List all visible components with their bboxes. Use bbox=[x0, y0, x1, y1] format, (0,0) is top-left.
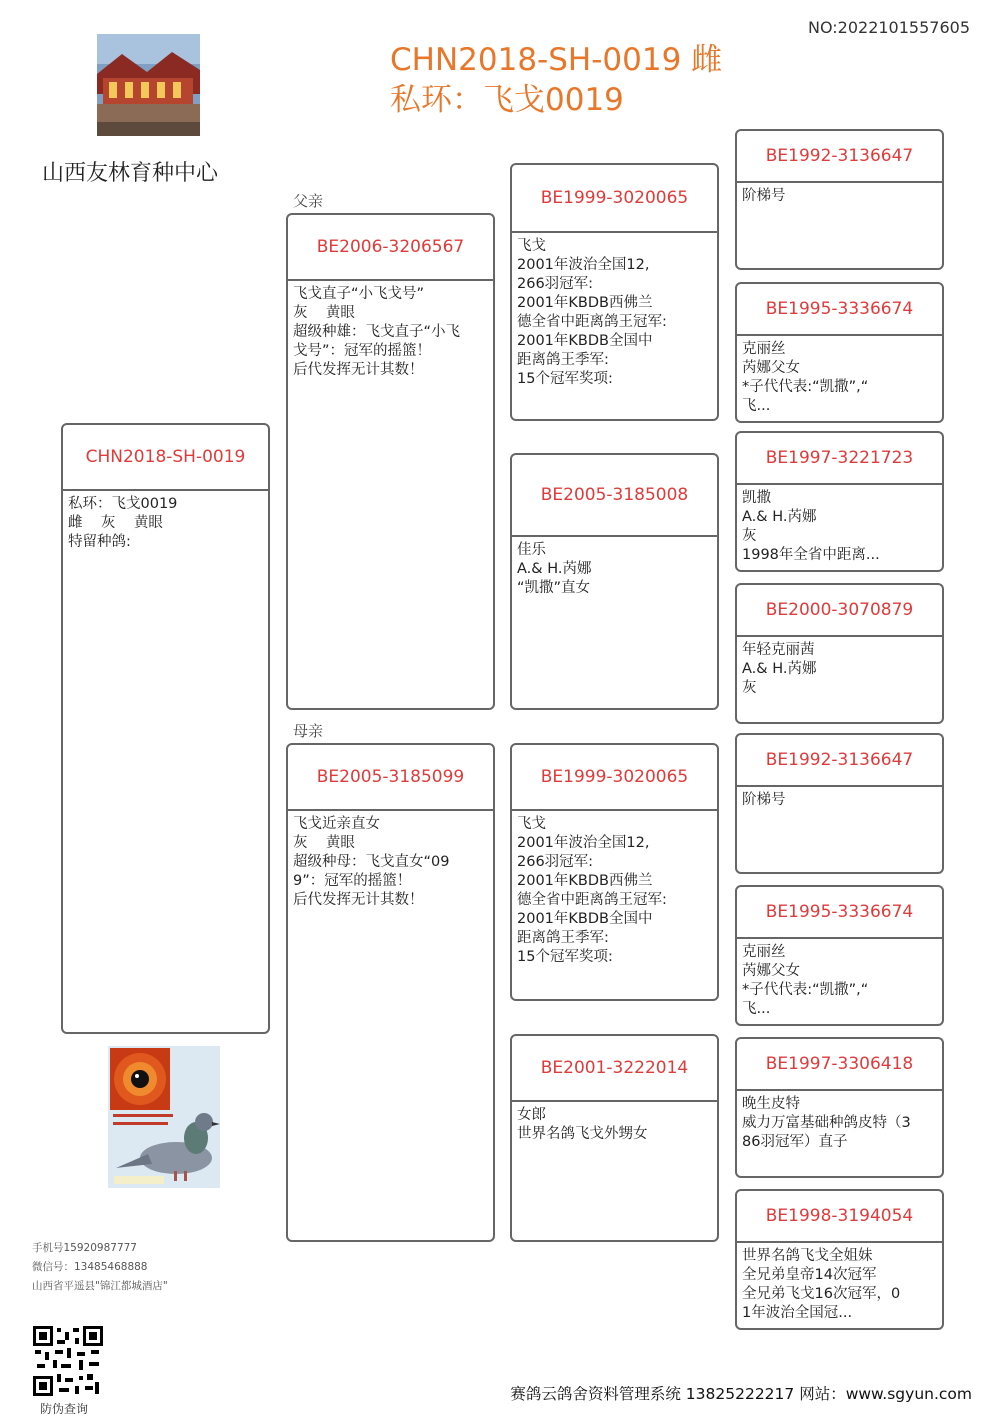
great-grandparent-ring: BE1992-3136647 bbox=[737, 735, 942, 787]
grandparent-info: 佳乐 A.& H.芮娜 “凯撒”直女 bbox=[517, 542, 592, 596]
grandparent-info: 女郎 世界名鸽飞戈外甥女 bbox=[517, 1107, 648, 1142]
great-grandparent-ring: BE1997-3221723 bbox=[737, 433, 942, 485]
grandparent-info: 飞戈 2001年波治全国12, 266羽冠军: 2001年KBDB西佛兰 德全省中距离鸽王冠军: 2001年KBDB全国中 距离鸽王季军: 15个冠军奖项: bbox=[517, 816, 667, 965]
subject-info: 私环：飞戈0019 雌 灰 黄眼 特留种鸽: bbox=[68, 496, 178, 550]
subject-card[interactable] bbox=[61, 423, 270, 1034]
great-grandparent-card[interactable] bbox=[735, 885, 944, 1026]
certificate-number: NO:2022101557605 bbox=[807, 18, 970, 37]
great-grandparent-card[interactable] bbox=[735, 733, 944, 874]
great-grandparent-card[interactable] bbox=[735, 1189, 944, 1330]
grandparent-card[interactable] bbox=[510, 163, 719, 421]
footer-text: 赛鸽云鸽舍资料管理系统 13825222217 网站：www.sgyun.com bbox=[510, 1385, 972, 1403]
great-grandparent-ring: BE1997-3306418 bbox=[737, 1039, 942, 1091]
grandparent-info: 飞戈 2001年波治全国12, 266羽冠军: 2001年KBDB西佛兰 德全省中距离鸽王冠军: 2001年KBDB全国中 距离鸽王季军: 15个冠军奖项: bbox=[517, 238, 667, 387]
contact-address: 山西省平遥县"锦江都城酒店" bbox=[32, 1280, 168, 1292]
father-info: 飞戈直子“小飞戈号” 灰 黄眼 超级种雄：飞戈直子“小飞 戈号”：冠军的摇篮！ 后代发挥无计其数！ bbox=[293, 286, 461, 378]
great-grandparent-ring: BE1995-3336674 bbox=[737, 284, 942, 336]
contact-wechat: 微信号：13485468888 bbox=[32, 1261, 148, 1273]
grandparent-ring: BE1999-3020065 bbox=[512, 165, 717, 233]
great-grandparent-card[interactable] bbox=[735, 129, 944, 270]
great-grandparent-card[interactable] bbox=[735, 1037, 944, 1178]
great-grandparent-info: 凯撒 A.& H.芮娜 灰 1998年全省中距离... bbox=[742, 490, 880, 563]
great-grandparent-info: 阶梯号 bbox=[742, 188, 786, 204]
qr-code[interactable] bbox=[33, 1326, 103, 1396]
great-grandparent-ring: BE1995-3336674 bbox=[737, 887, 942, 939]
mother-card[interactable] bbox=[286, 743, 495, 1242]
great-grandparent-info: 年轻克丽茜 A.& H.芮娜 灰 bbox=[742, 642, 817, 696]
title-private-ring: 私环：飞戈0019 bbox=[390, 82, 624, 118]
subject-ring: CHN2018-SH-0019 bbox=[63, 425, 268, 491]
great-grandparent-ring: BE2000-3070879 bbox=[737, 585, 942, 637]
great-grandparent-info: 克丽丝 芮娜父女 *子代代表:“凯撒”,“ 飞... bbox=[742, 341, 869, 414]
great-grandparent-card[interactable] bbox=[735, 583, 944, 724]
grandparent-card[interactable] bbox=[510, 453, 719, 710]
great-grandparent-info: 晚生皮特 威力万富基础种鸽皮特（3 86羽冠军）直子 bbox=[742, 1096, 911, 1150]
loft-name: 山西友林育种中心 bbox=[42, 161, 219, 186]
great-grandparent-info: 阶梯号 bbox=[742, 792, 786, 808]
grandparent-ring: BE1999-3020065 bbox=[512, 745, 717, 811]
loft-photo bbox=[97, 34, 200, 136]
great-grandparent-info: 世界名鸽飞戈全姐妹 全兄弟皇帝14次冠军 全兄弟飞戈16次冠军，0 1年波治全国冠... bbox=[742, 1248, 901, 1321]
great-grandparent-card[interactable] bbox=[735, 431, 944, 572]
contact-phone: 手机号15920987777 bbox=[32, 1242, 137, 1254]
great-grandparent-ring: BE1998-3194054 bbox=[737, 1191, 942, 1243]
qr-label: 防伪查询 bbox=[40, 1402, 89, 1416]
grandparent-card[interactable] bbox=[510, 743, 719, 1001]
great-grandparent-ring: BE1992-3136647 bbox=[737, 131, 942, 183]
great-grandparent-card[interactable] bbox=[735, 282, 944, 423]
mother-label: 母亲 bbox=[293, 722, 324, 740]
father-label: 父亲 bbox=[293, 192, 324, 210]
pigeon-photo bbox=[108, 1046, 220, 1188]
great-grandparent-info: 克丽丝 芮娜父女 *子代代表:“凯撒”,“ 飞... bbox=[742, 944, 869, 1017]
grandparent-ring: BE2005-3185008 bbox=[512, 455, 717, 537]
father-ring: BE2006-3206567 bbox=[288, 215, 493, 281]
mother-ring: BE2005-3185099 bbox=[288, 745, 493, 811]
mother-info: 飞戈近亲直女 灰 黄眼 超级种母：飞戈直女“09 9”：冠军的摇篮！ 后代发挥无计其数！ bbox=[293, 816, 450, 908]
grandparent-ring: BE2001-3222014 bbox=[512, 1036, 717, 1102]
title-block bbox=[390, 40, 722, 120]
title-ring: CHN2018-SH-0019 雌 bbox=[390, 42, 723, 78]
father-card[interactable] bbox=[286, 213, 495, 710]
grandparent-card[interactable] bbox=[510, 1034, 719, 1242]
